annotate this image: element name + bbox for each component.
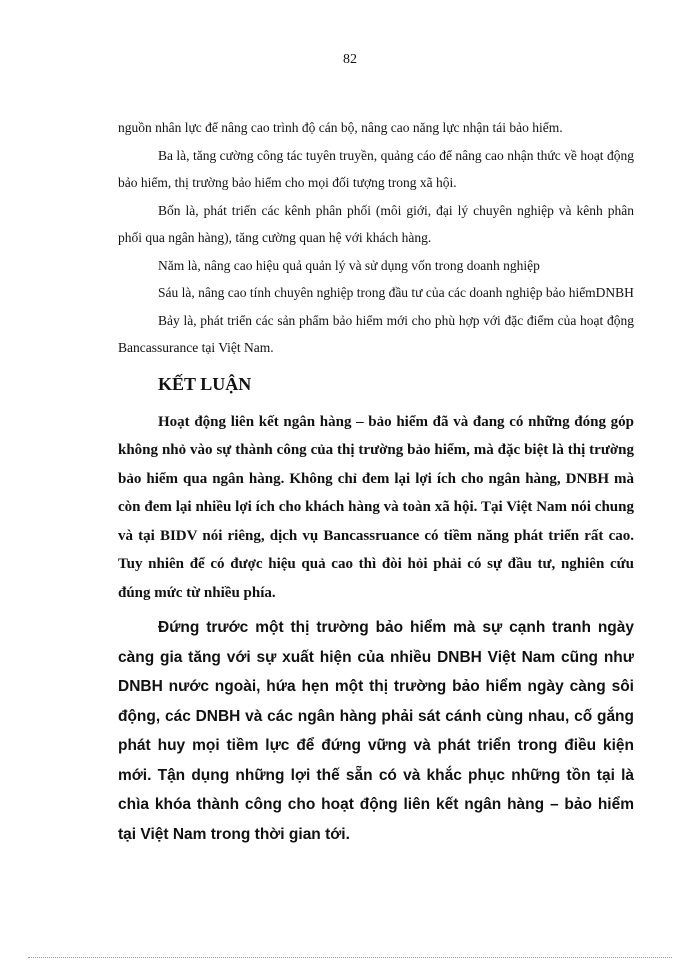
- page-bottom-divider: [28, 957, 672, 958]
- page-number: 82: [343, 52, 357, 67]
- paragraph-continuation: nguồn nhân lực để nâng cao trình độ cán bộ, nâng cao năng lực nhận tái bảo hiểm.: [118, 120, 563, 135]
- paragraph-sau-la: Sáu là, nâng cao tính chuyên nghiệp trong đầu tư của các doanh nghiệp bảo hiểmDNBH: [158, 285, 634, 300]
- conclusion-paragraph-2: Đứng trước một thị trường bảo hiểm mà sự cạnh tranh ngày càng gia tăng với sự xuất hiện của nhiều DNBH Việt Nam cũng như DNBH nước ngoài, hứa hẹn một thị trường bảo hiểm ngày càng sôi động, các DNBH và các ngân hàng phải sát cánh cùng nhau, cố gắng phát huy mọi tiềm lực để đứng vững và phát triển trong điều kiện mới. Tận dụng những lợi thế sẵn có và khắc phục những tồn tại là chìa khóa thành công cho hoạt động liên kết ngân hàng – bảo hiểm tại Việt Nam trong thời gian tới.: [118, 619, 634, 843]
- conclusion-heading: KẾT LUẬN: [158, 373, 252, 394]
- paragraph-ba-la: Ba là, tăng cường công tác tuyên truyền, quảng cáo để nâng cao nhận thức về hoạt động bảo hiểm, thị trường bảo hiểm cho mọi đối tượng trong xã hội.: [118, 147, 634, 190]
- paragraph-nam-la: Năm là, nâng cao hiệu quả quản lý và sử dụng vốn trong doanh nghiệp: [158, 257, 540, 273]
- paragraph-bon-la: Bốn là, phát triển các kênh phân phối (môi giới, đại lý chuyên nghiệp và kênh phân phối qua ngân hàng), tăng cường quan hệ với khách hàng.: [118, 202, 634, 245]
- conclusion-paragraph-1: Hoạt động liên kết ngân hàng – bảo hiểm đã và đang có những đóng góp không nhỏ vào sự thành công của thị trường bảo hiểm, mà đặc biệt là thị trường bảo hiểm qua ngân hàng. Không chỉ đem lại lợi ích cho ngân hàng, DNBH mà còn đem lại nhiều lợi ích cho khách hàng và toàn xã hội. Tại Việt Nam nói chung và tại BIDV nói riêng, dịch vụ Bancassruance có tiềm năng phát triển rất cao. Tuy nhiên để có được hiệu quả cao thì đòi hỏi phải có sự đầu tư, nghiên cứu đúng mức từ nhiều phía.: [118, 413, 634, 601]
- paragraph-bay-la: Bảy là, phát triển các sản phẩm bảo hiểm mới cho phù hợp với đặc điểm của hoạt động Bancassurance tại Việt Nam.: [118, 312, 634, 355]
- page-body: [118, 114, 634, 849]
